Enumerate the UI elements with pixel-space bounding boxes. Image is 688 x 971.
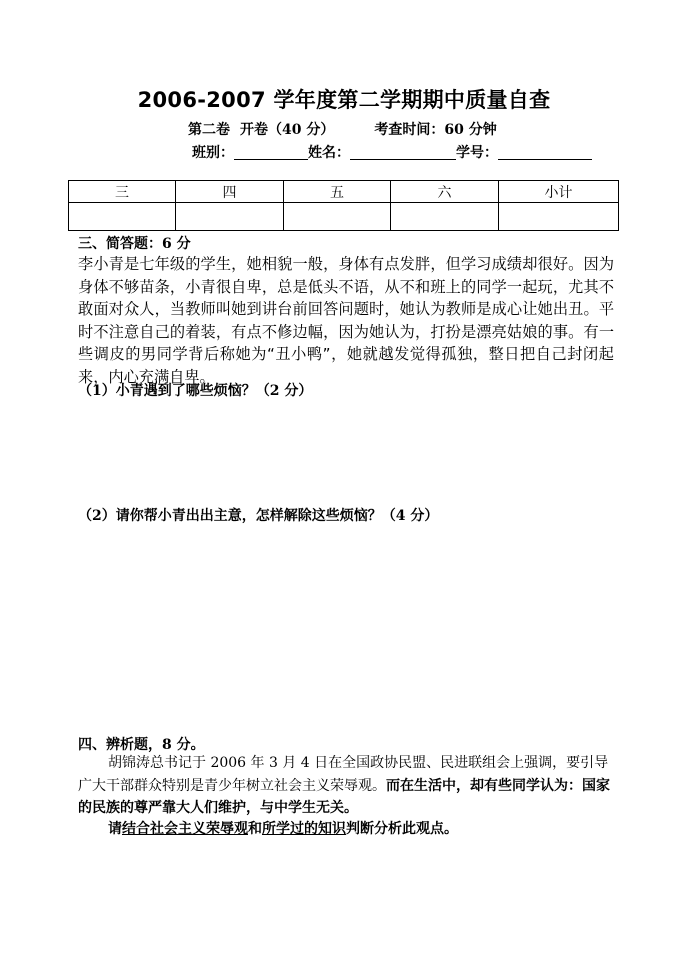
name-blank[interactable] [350, 144, 456, 160]
section4-claim: 而在生活中，却有些同学认为：国家的民族的尊严靠大人们维护，与中学生无关。 [78, 777, 610, 816]
section4-task-a: 请 [108, 821, 122, 837]
class-label: 班别： [192, 145, 234, 161]
section4-task-c: 和 [248, 821, 262, 837]
score-cell-4[interactable] [176, 203, 284, 231]
score-cell-5[interactable] [284, 203, 391, 231]
score-col-subtotal: 小计 [499, 181, 619, 203]
section4-paragraph-1 [78, 752, 618, 820]
page-title: 2006-2007 学年度第二学期期中质量自查 [137, 88, 551, 112]
section3-passage: 李小青是七年级的学生，她相貌一般，身体有点发胖，但学习成绩却很好。因为身体不够苗条，小青很自卑，总是低头不语，从不和班上的同学一起玩，尤其不敢面对众人，当教师叫她到讲台前回答问题时，她认为教师是成心让她出丑。平时不注意自己的着装，有点不修边幅，因为她认为，打扮是漂亮姑娘的事。有一些调皮的男同学背后称她为“丑小鸭”，她就越发觉得孤独，整日把自己封闭起来，内心充满自卑。 [78, 255, 614, 386]
score-table-value-row [69, 203, 619, 231]
exam-type-label: 开卷（40 分） [240, 122, 335, 138]
section3-heading: 三、简答题：6 分 [78, 236, 191, 252]
score-table [68, 180, 619, 231]
score-col-6: 六 [391, 181, 499, 203]
section3-question-1: （1）小青遇到了哪些烦恼？（2 分） [78, 383, 313, 399]
section4-task-b: 结合社会主义荣辱观 [122, 821, 248, 837]
score-col-3: 三 [69, 181, 176, 203]
class-blank[interactable] [234, 144, 308, 160]
score-col-5: 五 [284, 181, 391, 203]
exam-meta-line [188, 119, 497, 139]
name-label: 姓名： [308, 145, 350, 161]
student-info-line [192, 142, 592, 162]
score-cell-3[interactable] [69, 203, 176, 231]
score-col-4: 四 [176, 181, 284, 203]
section4-heading: 四、辨析题，8 分。 [78, 737, 205, 753]
volume-label: 第二卷 [188, 122, 230, 138]
score-cell-6[interactable] [391, 203, 499, 231]
score-cell-subtotal[interactable] [499, 203, 619, 231]
section4-statement: 胡锦涛总书记于 2006 年 3 月 4 日在全国政协民盟、民进联组会上强调，要引导广大干部群众特别是青少年树立社会主义荣辱观。 [78, 755, 609, 794]
exam-time-label: 考查时间：60 分钟 [374, 122, 497, 138]
score-table-header-row [69, 181, 619, 203]
section4-task-d: 所学过的知识 [262, 821, 346, 837]
id-label: 学号： [456, 145, 498, 161]
section4-task-e: 判断分析此观点。 [346, 821, 458, 837]
section4-paragraph-2 [78, 818, 618, 841]
section3-question-2: （2）请你帮小青出出主意，怎样解除这些烦恼？（4 分） [78, 508, 439, 524]
id-blank[interactable] [498, 144, 592, 160]
